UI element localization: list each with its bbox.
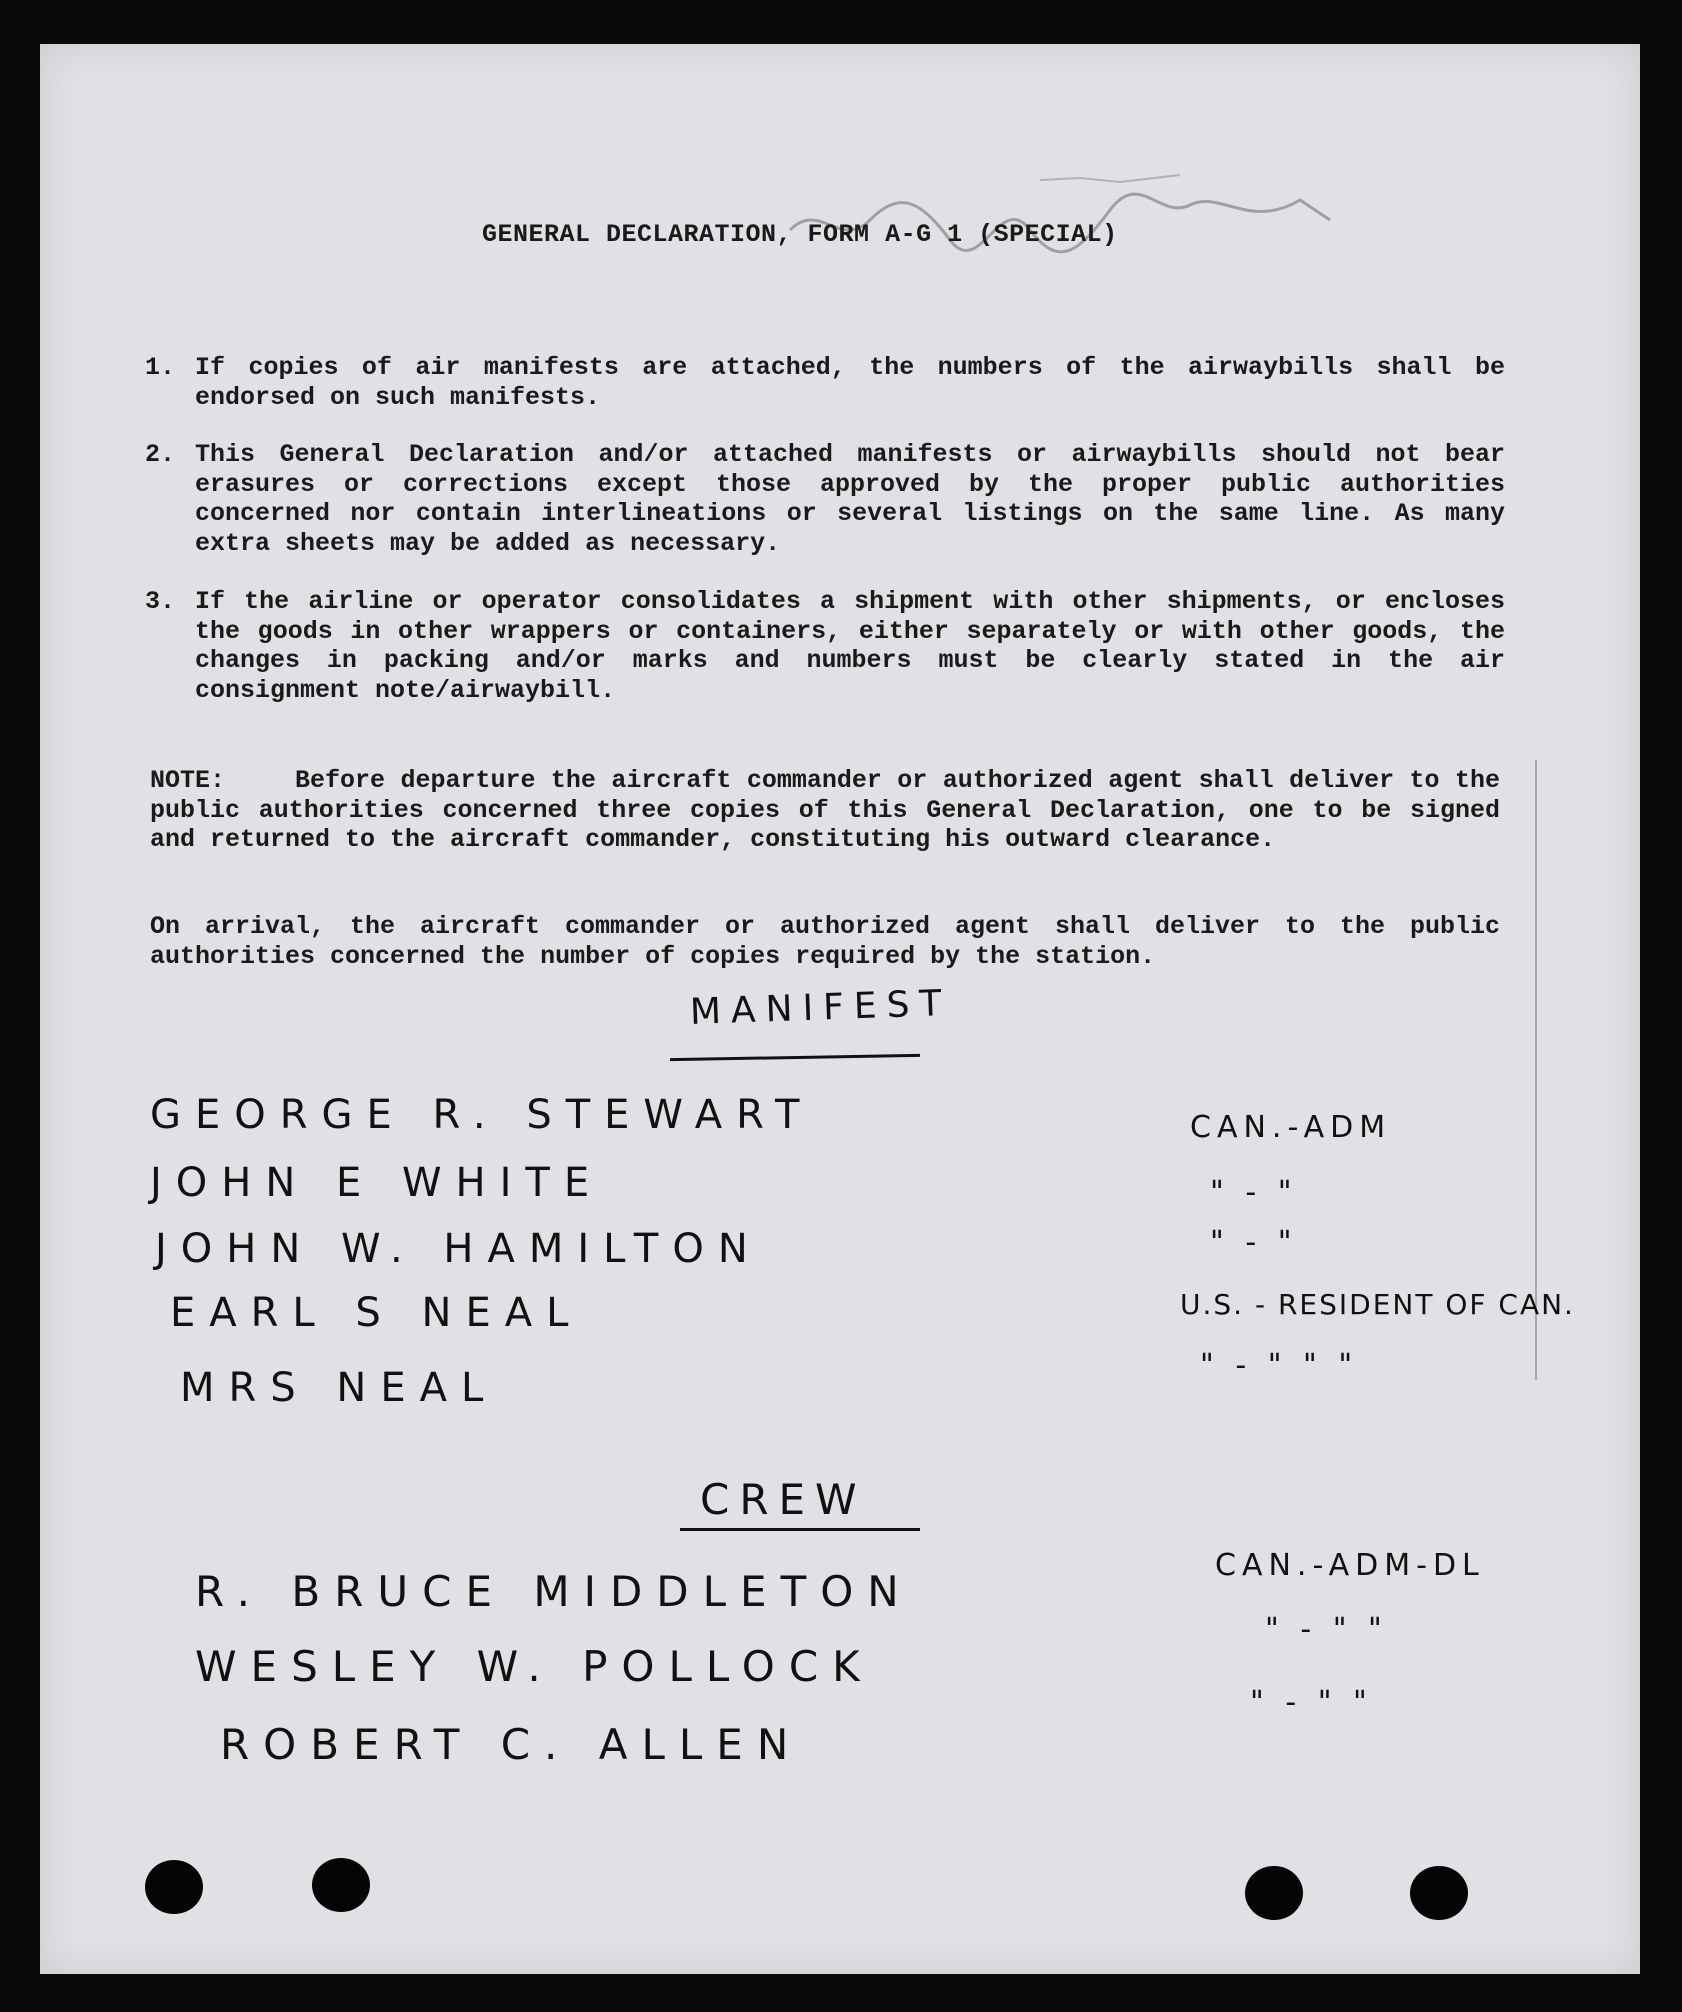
list-item-text: If copies of air manifests are attached, the numbers of the airwaybills shall be endorsed on such manifests.	[195, 353, 1505, 412]
passenger-nationality: " - "	[1210, 1225, 1298, 1260]
passenger-nationality: " - " " "	[1200, 1348, 1359, 1383]
note-paragraph	[150, 766, 1500, 855]
punch-hole	[145, 1860, 203, 1914]
passenger-nationality: CAN.-ADM	[1190, 1110, 1392, 1145]
manifest-heading: MANIFEST	[689, 982, 953, 1033]
arrival-paragraph: On arrival, the aircraft commander or authorized agent shall deliver to the public authorities concerned the number of copies required by the station.	[150, 912, 1500, 971]
list-item	[145, 353, 1505, 412]
list-item-number: 1.	[145, 353, 176, 382]
passenger-name: GEORGE R. STEWART	[150, 1092, 814, 1138]
crew-nationality: " - " "	[1250, 1685, 1373, 1720]
punch-hole	[1245, 1866, 1303, 1920]
list-item-number: 3.	[145, 587, 176, 616]
punch-hole	[312, 1858, 370, 1912]
passenger-nationality: U.S. - RESIDENT OF CAN.	[1180, 1288, 1575, 1321]
crew-name: ROBERT C. ALLEN	[220, 1720, 803, 1769]
crew-heading: CREW	[700, 1475, 867, 1524]
note-text: Before departure the aircraft commander or authorized agent shall deliver to the public authorities concerned three copies of this General Declaration, one to be signed and returned to the aircraft commander, constituting his outward clearance.	[150, 766, 1500, 854]
passenger-name: JOHN E WHITE	[150, 1160, 604, 1206]
passenger-name: EARL S NEAL	[170, 1290, 583, 1336]
list-item-number: 2.	[145, 440, 176, 469]
page-title: GENERAL DECLARATION, FORM A-G 1 (SPECIAL)	[482, 220, 1118, 249]
passenger-nationality: " - "	[1210, 1175, 1298, 1210]
note-label: NOTE:	[150, 766, 226, 795]
list-item-text: If the airline or operator consolidates a shipment with other shipments, or encloses the goods in other wrappers or containers, either separately or with other goods, the changes in packing and/or marks and numbers must be clearly stated in the air consignment note/airwaybill.	[195, 587, 1505, 705]
crew-underline	[680, 1528, 920, 1531]
list-item	[145, 440, 1505, 558]
crew-name: WESLEY W. POLLOCK	[195, 1642, 874, 1691]
list-item-text: This General Declaration and/or attached manifests or airwaybills should not bear erasures or corrections except those approved by the proper public authorities concerned nor contain interlineations or several listings on the same line. As many extra sheets may be added as necessary.	[195, 440, 1505, 558]
passenger-name: MRS NEAL	[180, 1365, 498, 1411]
crew-name: R. BRUCE MIDDLETON	[195, 1567, 913, 1616]
punch-hole	[1410, 1866, 1468, 1920]
bleed-line	[1535, 760, 1537, 1380]
passenger-name: JOHN W. HAMILTON	[155, 1226, 762, 1272]
crew-nationality: " - " "	[1265, 1612, 1388, 1647]
crew-nationality: CAN.-ADM-DL	[1215, 1548, 1485, 1583]
list-item	[145, 587, 1505, 705]
